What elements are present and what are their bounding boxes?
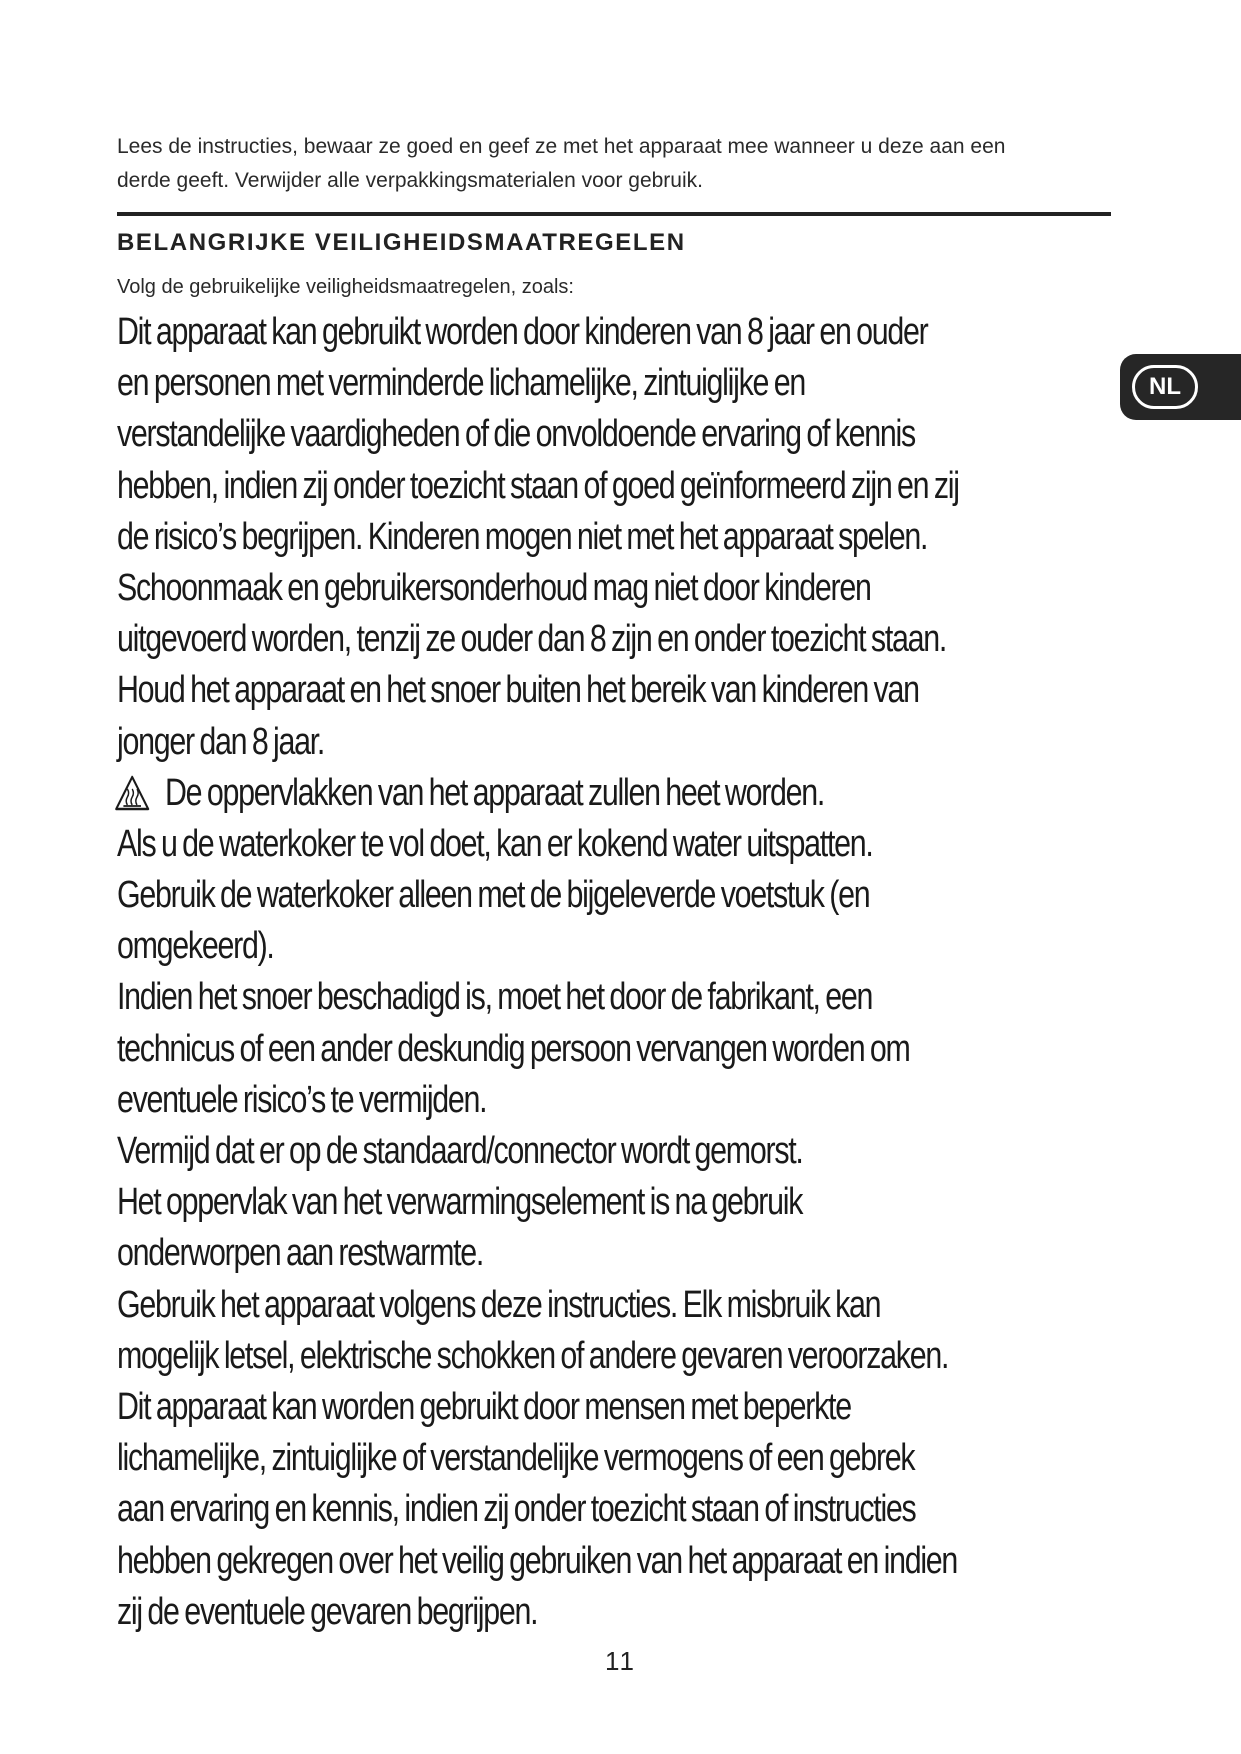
body-line: en personen met verminderde lichamelijke, zintuiglijke en xyxy=(117,362,805,405)
section-heading: BELANGRIJKE VEILIGHEIDSMAATREGELEN xyxy=(117,229,686,256)
body-line: Vermijd dat er op de standaard/connector wordt gemorst. xyxy=(117,1130,803,1172)
body-line: Houd het apparaat en het snoer buiten het bereik van kinderen van xyxy=(117,669,919,712)
safety-instructions xyxy=(117,307,959,1638)
body-line: jonger dan 8 jaar. xyxy=(117,720,325,763)
body-line: eventuele risico’s te vermijden. xyxy=(117,1078,487,1121)
body-line: Dit apparaat kan gebruikt worden door kinderen van 8 jaar en ouder xyxy=(117,311,928,353)
language-tab xyxy=(1120,354,1241,420)
body-line: Het oppervlak van het verwarmingselement is na gebruik xyxy=(117,1181,803,1224)
body-line: Gebruik de waterkoker alleen met de bijgeleverde voetstuk (en xyxy=(117,874,870,917)
body-line: mogelijk letsel, elektrische schokken of andere gevaren veroorzaken. xyxy=(117,1334,949,1377)
body-line: Als u de waterkoker te vol doet, kan er kokend water uitspatten. xyxy=(117,822,873,865)
body-line: verstandelijke vaardigheden of die onvoldoende ervaring of kennis xyxy=(117,413,915,456)
section-subintro: Volg de gebruikelijke veiligheidsmaatregelen, zoals: xyxy=(117,276,574,298)
body-line: aan ervaring en kennis, indien zij onder toezicht staan of instructies xyxy=(117,1488,916,1531)
body-line: Gebruik het apparaat volgens deze instructies. Elk misbruik kan xyxy=(117,1283,881,1326)
hot-surface-warning-icon xyxy=(114,774,151,812)
body-line: omgekeerd). xyxy=(117,925,274,968)
body-line: lichamelijke, zintuiglijke of verstandelijke vermogens of een gebrek xyxy=(117,1437,915,1480)
body-line: Schoonmaak en gebruikersonderhoud mag niet door kinderen xyxy=(117,566,871,609)
section-divider xyxy=(117,212,1111,216)
intro-line: Lees de instructies, bewaar ze goed en geef ze met het apparaat mee wanneer u deze aan een xyxy=(117,135,1006,158)
language-badge: NL xyxy=(1132,365,1198,409)
body-line: hebben gekregen over het veilig gebruiken van het apparaat en indien xyxy=(117,1539,958,1582)
intro-paragraph xyxy=(117,130,1097,198)
body-line: de risico’s begrijpen. Kinderen mogen niet met het apparaat spelen. xyxy=(117,515,928,558)
warning-line xyxy=(117,768,917,819)
body-line: technicus of een ander deskundig persoon vervangen worden om xyxy=(117,1027,910,1070)
body-line: uitgevoerd worden, tenzij ze ouder dan 8 zijn en onder toezicht staan. xyxy=(117,618,947,661)
body-line: Dit apparaat kan worden gebruikt door mensen met beperkte xyxy=(117,1385,851,1428)
body-line: hebben, indien zij onder toezicht staan of goed geïnformeerd zijn en zij xyxy=(117,464,959,507)
body-line: Indien het snoer beschadigd is, moet het door de fabrikant, een xyxy=(117,976,873,1019)
intro-line: derde geeft. Verwijder alle verpakkingsmaterialen voor gebruik. xyxy=(117,169,703,192)
body-line: onderworpen aan restwarmte. xyxy=(117,1232,484,1275)
page-number: 11 xyxy=(605,1646,636,1676)
warning-text: De oppervlakken van het apparaat zullen heet worden. xyxy=(165,771,825,814)
body-line: zij de eventuele gevaren begrijpen. xyxy=(117,1590,538,1633)
